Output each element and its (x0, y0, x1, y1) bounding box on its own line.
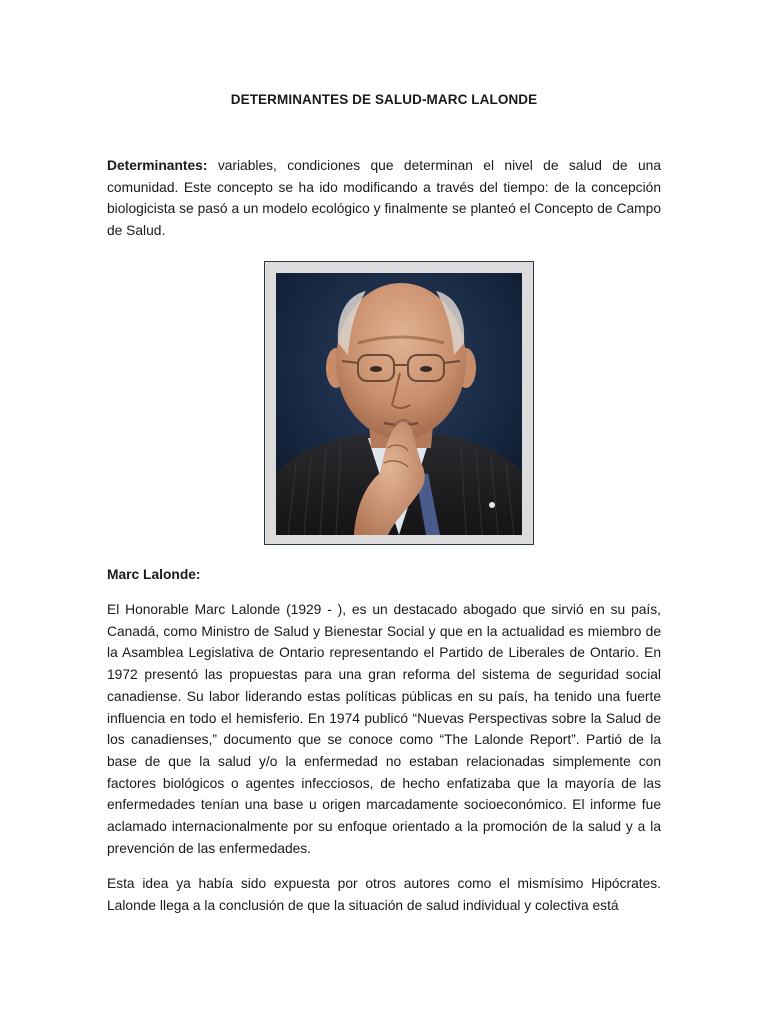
intro-term: Determinantes: (107, 158, 208, 173)
closing-paragraph: Esta idea ya había sido expuesta por otros autores como el mismísimo Hipócrates. Lalonde llega a la conclusión de que la situación de salud individual y colectiva está (107, 876, 661, 913)
intro-text: variables, condiciones que determinan el nivel de salud de una comunidad. Este concepto se ha ido modificando a través del tiempo: de la concepción biologicista se pasó a un modelo ecológico y finalmente se planteó el Concepto de Campo de Salud. (107, 158, 661, 239)
portrait-frame (264, 261, 534, 545)
section-heading: Marc Lalonde: (107, 567, 201, 582)
portrait-photo (276, 273, 522, 535)
bio-paragraph: El Honorable Marc Lalonde (1929 - ), es un destacado abogado que sirvió en su país, Canadá, como Ministro de Salud y Bienestar Social y que en la actualidad es miembro de la Asamblea Legislativa de Ontario representando el Partido de Liberales de Ontario. En 1972 presentó las propuestas para una gran reforma del sistema de seguridad social canadiense. Su labor liderando estas políticas públicas en su país, ha tenido una fuerte influencia en todo el hemisferio. En 1974 publicó “Nuevas Perspectivas sobre la Salud de los canadienses,” documento que se conoce como “The Lalonde Report”. Partió de la base de que la salud y/o la enfermedad no estaban relacionadas simplemente con factores biológicos o agentes infecciosos, de hecho enfatizaba que la mayoría de las enfermedades tenían una base u origen marcadamente socioeconómico. El informe fue aclamado internacionalmente por su enfoque orientado a la promoción de la salud y a la prevención de las enfermedades. (107, 602, 661, 856)
intro-paragraph (107, 155, 661, 242)
document-title: DETERMINANTES DE SALUD-MARC LALONDE (230, 92, 538, 107)
